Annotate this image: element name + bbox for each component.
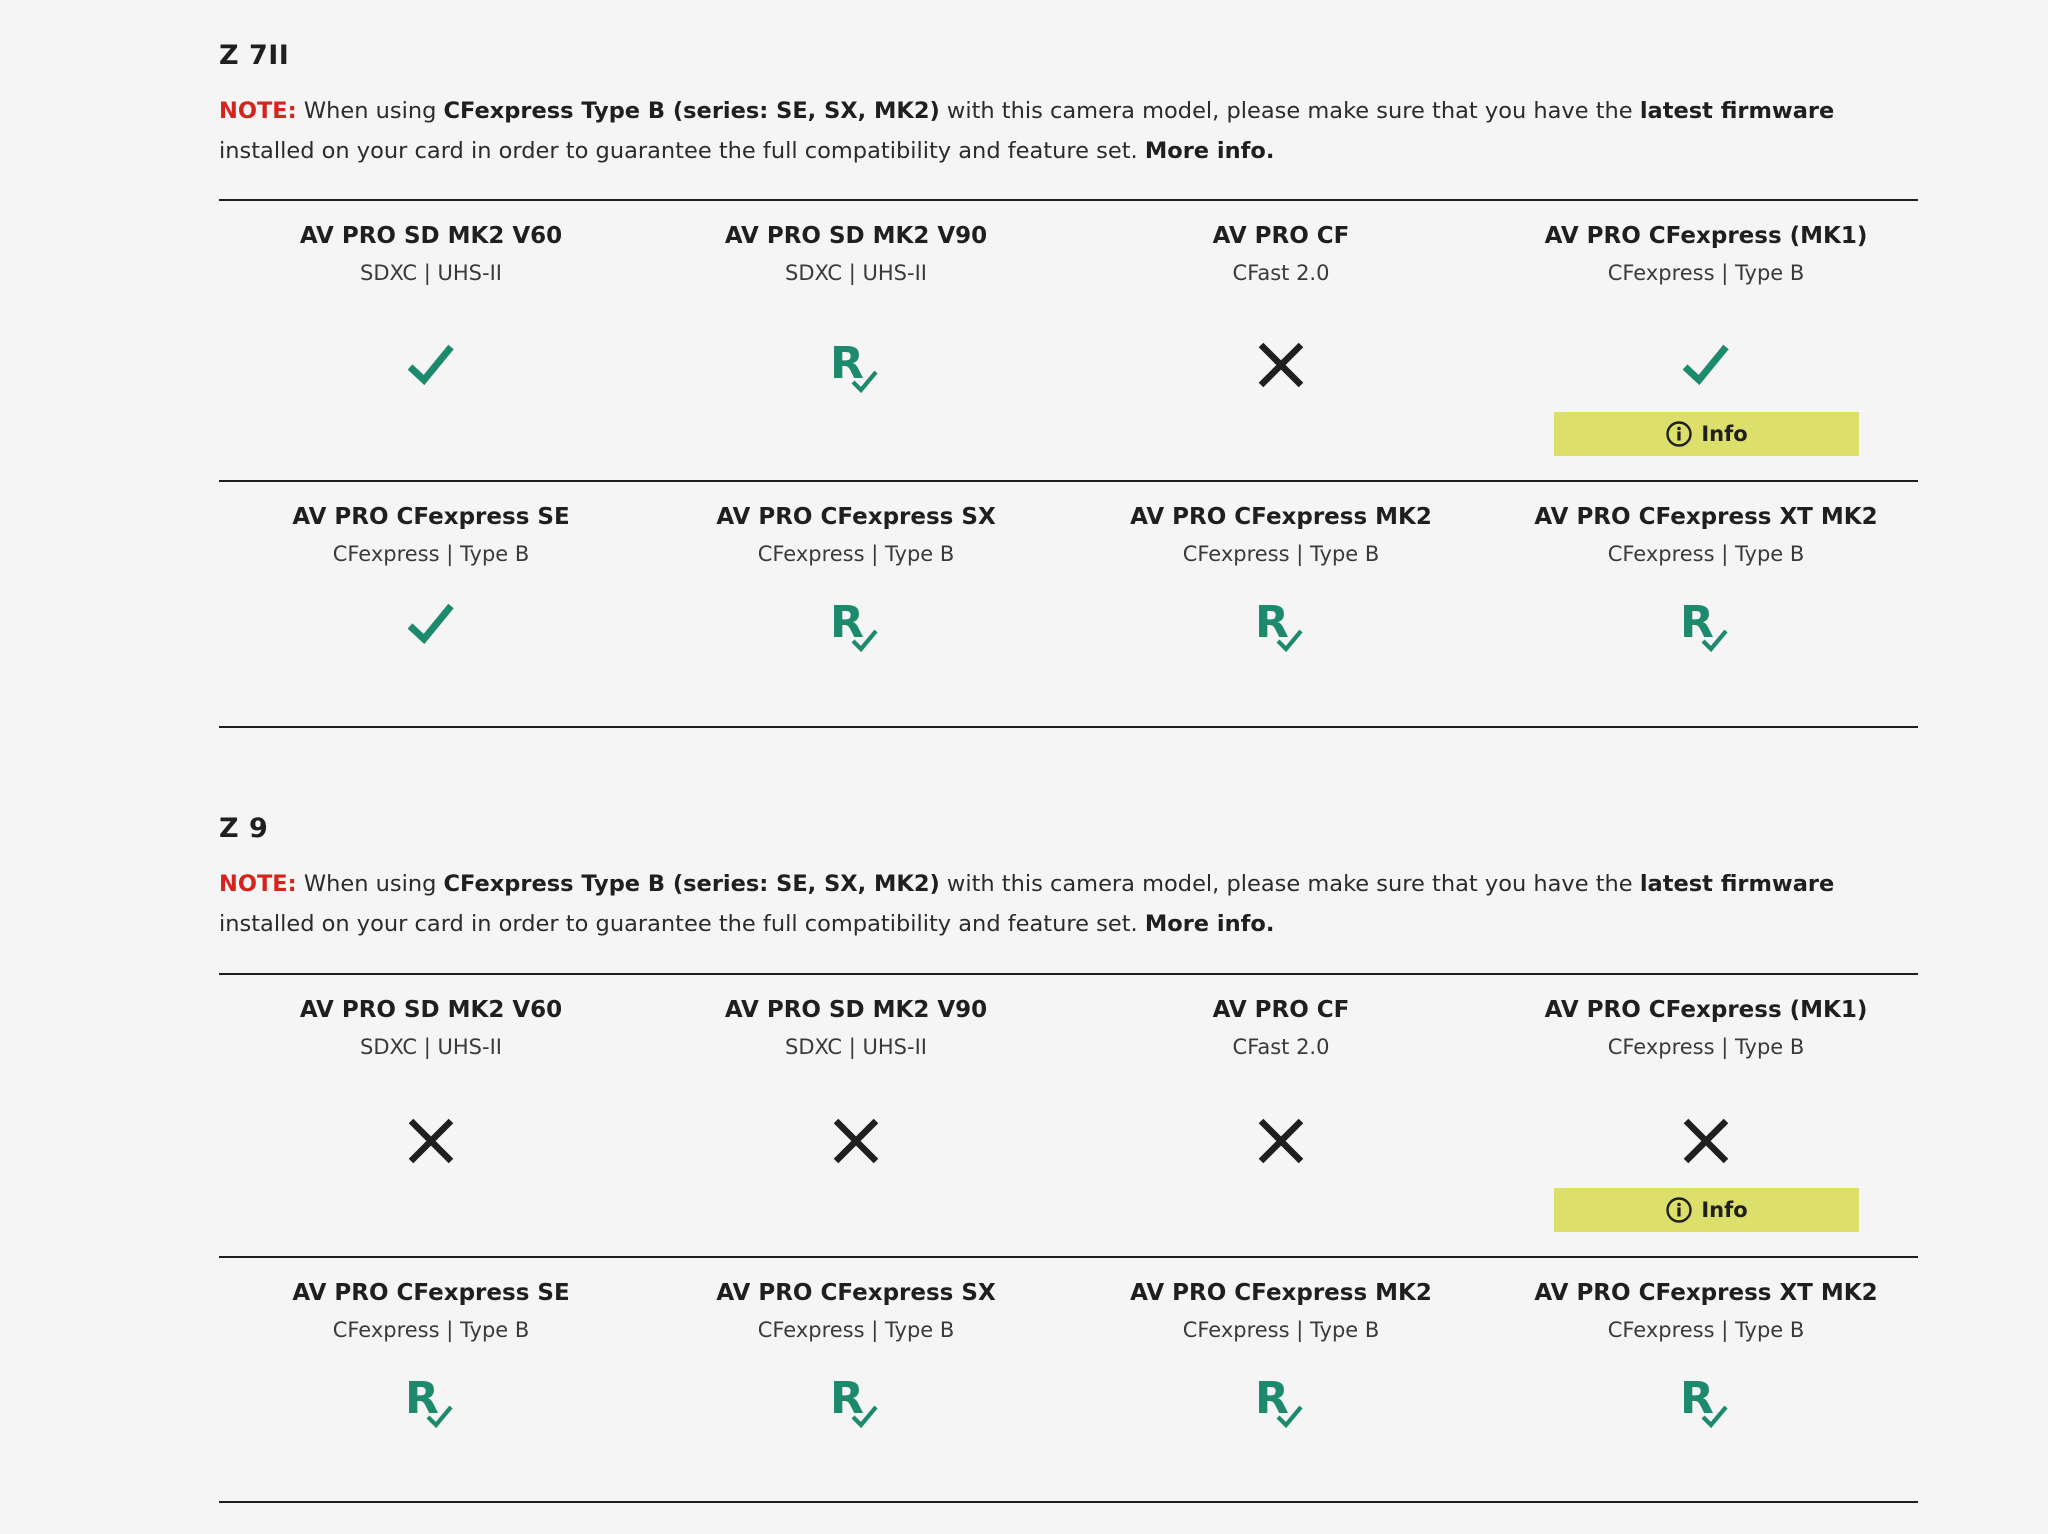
info-button[interactable] [1554, 412, 1859, 456]
note-text: with this camera model, please make sure that you have the [939, 871, 1640, 897]
cross-icon [401, 1111, 461, 1171]
card-name: AV PRO SD MK2 V60 [299, 997, 563, 1023]
recommended-icon [1676, 1370, 1736, 1430]
card-type: CFexpress | Type B [332, 542, 530, 566]
camera-model-title: Z 7II [219, 40, 290, 71]
cross-icon [826, 1111, 886, 1171]
cross-icon [1251, 1111, 1311, 1171]
card-type: CFexpress | Type B [1182, 542, 1380, 566]
card-name: AV PRO CFexpress MK2 [1130, 504, 1432, 530]
compat-row [219, 201, 1918, 482]
recommended-icon [1251, 594, 1311, 654]
note-text: installed on your card in order to guarantee the full compatibility and feature set. [219, 911, 1145, 937]
recommended-icon [1676, 594, 1736, 654]
card-type: CFexpress | Type B [332, 1318, 530, 1342]
cross-icon [1676, 1111, 1736, 1171]
compat-row [219, 975, 1918, 1258]
card-name: AV PRO CFexpress MK2 [1130, 1280, 1432, 1306]
recommended-icon [826, 594, 886, 654]
svg-text:R: R [1255, 597, 1289, 648]
card-type: CFast 2.0 [1232, 261, 1330, 285]
info-button-label: Info [1701, 1198, 1748, 1222]
recommended-icon [826, 594, 886, 654]
cross-icon [1251, 1111, 1311, 1171]
card-type: CFast 2.0 [1232, 1035, 1330, 1059]
more-info-link[interactable]: More info. [1144, 138, 1275, 164]
check-icon [401, 335, 461, 395]
cross-icon [1251, 335, 1311, 395]
card-type: SDXC | UHS-II [785, 1035, 927, 1059]
card-name: AV PRO CFexpress XT MK2 [1534, 504, 1878, 530]
check-icon [401, 594, 461, 654]
card-type: CFexpress | Type B [757, 1318, 955, 1342]
svg-text:R: R [830, 597, 864, 648]
recommended-icon [1676, 1370, 1736, 1430]
info-button-label: Info [1701, 422, 1748, 446]
check-icon [401, 335, 461, 395]
note-emphasis: CFexpress Type B (series: SE, SX, MK2) [443, 871, 940, 897]
info-circle-icon [1665, 1196, 1693, 1224]
note-text: with this camera model, please make sure that you have the [939, 98, 1640, 124]
card-name: AV PRO CFexpress SE [292, 1280, 570, 1306]
check-icon [401, 594, 461, 654]
svg-text:R: R [830, 338, 864, 389]
recommended-icon [1251, 1370, 1311, 1430]
note-text: When using [296, 871, 444, 897]
card-name: AV PRO CF [1212, 223, 1350, 249]
firmware-note [219, 864, 1918, 944]
cross-icon [1251, 335, 1311, 395]
note-emphasis: latest firmware [1639, 98, 1835, 124]
recommended-icon [826, 335, 886, 395]
note-label: NOTE: [219, 871, 297, 897]
card-type: CFexpress | Type B [1607, 261, 1805, 285]
card-type: SDXC | UHS-II [360, 261, 502, 285]
note-label: NOTE: [219, 98, 297, 124]
compat-grid [219, 199, 1918, 728]
firmware-note [219, 91, 1918, 171]
compat-row [219, 1258, 1918, 1503]
card-name: AV PRO CFexpress XT MK2 [1534, 1280, 1878, 1306]
info-circle-icon [1665, 420, 1693, 448]
more-info-link[interactable]: More info. [1144, 911, 1275, 937]
note-emphasis: latest firmware [1639, 871, 1835, 897]
card-type: CFexpress | Type B [1607, 1318, 1805, 1342]
card-type: SDXC | UHS-II [360, 1035, 502, 1059]
recommended-icon [826, 1370, 886, 1430]
card-name: AV PRO CFexpress SE [292, 504, 570, 530]
recommended-icon [401, 1370, 461, 1430]
card-name: AV PRO CFexpress SX [716, 504, 996, 530]
note-emphasis: CFexpress Type B (series: SE, SX, MK2) [443, 98, 940, 124]
recommended-icon [826, 335, 886, 395]
card-name: AV PRO CFexpress SX [716, 1280, 996, 1306]
card-name: AV PRO CF [1212, 997, 1350, 1023]
svg-text:R: R [830, 1373, 864, 1424]
cross-icon [401, 1111, 461, 1171]
note-text: installed on your card in order to guarantee the full compatibility and feature set. [219, 138, 1145, 164]
cross-icon [1676, 1111, 1736, 1171]
svg-text:R: R [1680, 597, 1714, 648]
svg-text:R: R [1680, 1373, 1714, 1424]
cross-icon [826, 1111, 886, 1171]
card-name: AV PRO CFexpress (MK1) [1544, 997, 1868, 1023]
recommended-icon [1676, 594, 1736, 654]
card-type: SDXC | UHS-II [785, 261, 927, 285]
compat-grid [219, 973, 1918, 1503]
compat-row [219, 482, 1918, 728]
svg-text:R: R [405, 1373, 439, 1424]
note-text: When using [296, 98, 444, 124]
card-type: CFexpress | Type B [1607, 1035, 1805, 1059]
info-button[interactable] [1554, 1188, 1859, 1232]
card-name: AV PRO SD MK2 V90 [724, 997, 988, 1023]
card-type: CFexpress | Type B [1182, 1318, 1380, 1342]
check-icon [1676, 335, 1736, 395]
card-name: AV PRO SD MK2 V90 [724, 223, 988, 249]
recommended-icon [826, 1370, 886, 1430]
card-name: AV PRO SD MK2 V60 [299, 223, 563, 249]
card-type: CFexpress | Type B [1607, 542, 1805, 566]
recommended-icon [1251, 1370, 1311, 1430]
svg-text:R: R [1255, 1373, 1289, 1424]
recommended-icon [1251, 594, 1311, 654]
recommended-icon [401, 1370, 461, 1430]
camera-model-title: Z 9 [219, 813, 269, 844]
check-icon [1676, 335, 1736, 395]
card-name: AV PRO CFexpress (MK1) [1544, 223, 1868, 249]
card-type: CFexpress | Type B [757, 542, 955, 566]
